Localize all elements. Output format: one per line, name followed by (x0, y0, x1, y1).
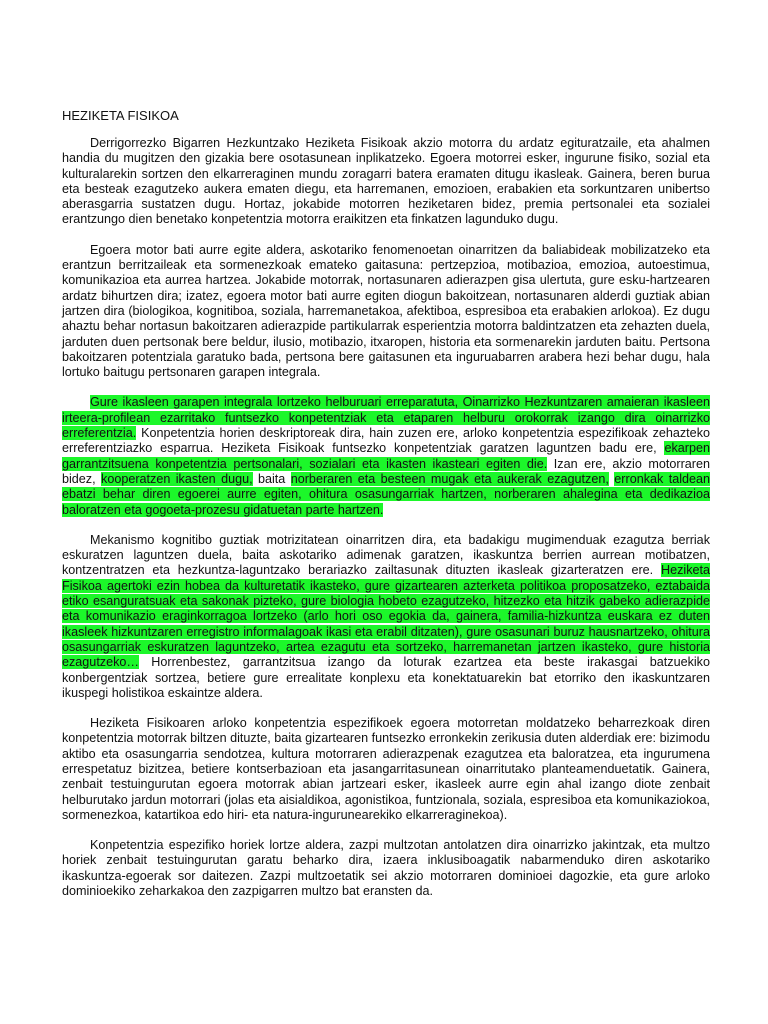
paragraph-2 (62, 243, 710, 381)
paragraph-3 (62, 395, 710, 517)
paragraph-text: Derrigorrezko Bigarren Hezkuntzako Heziketa Fisikoak akzio motorra du ardatz egituratzaile, eta ahalmen handia du mugitzen den gizakia bere osotasunean inplikatzeko. Egoera motorrei esker, ingurune fisiko, sozial eta kulturalarekin sortzen den elkarreraginen mundu zoragarri batera eramaten ditugu ikasleak. Gainera, beren burua eta besteak ezagutzeko aukera ematen diegu, eta harremanen, emozioen, erabakien eta sorkuntzaren unibertso aberasgarria sustatzen dugu. Hortaz, jokabide motorren heziketaren bidez, premia pertsonalei eta sozialei erantzungo dien benetako konpetentzia motorra eraikitzen eta finkatzen lagunduko dugu. (62, 136, 710, 227)
paragraph-5 (62, 716, 710, 823)
highlighted-text: Heziketa Fisikoa agertoki ezin hobea da kulturetatik ikasteko, gure gizartearen azterketa politikoa proposatzeko, eztabaida etiko esanguratsuak eta sakonak pizteko, gure biologia hobeto ezagutzeko, hitzezko eta hitzik gabeko adierazpide eta komunikazio eraginkorragoa lortzeko (arlo hori oso egokia da, gainera, familia-hizkuntza euskara ez duten ikasleek hizkuntzaren erregistro informalagoak ikasi eta erabil ditzaten), gure osasunari buruz hausnartzeko, ohitura osasungarriak eskuratzen laguntzeko, artea ezagutu eta sortzeko, harremanetan jartzen ikasteko, gure historia ezagutzeko… (62, 563, 710, 670)
paragraph-text: Horrenbestez, garrantzitsua izango da loturak ezartzea eta beste irakasgai batzuekiko konbergentziak sortzea, betiere gure errealitate konplexu eta konektatuarekin bat etorriko den ikaskuntzaren ikuspegi holistikoa eskaintze aldera. (62, 655, 710, 700)
paragraph-text: baita (252, 471, 291, 486)
document-body (62, 136, 710, 899)
paragraph-6 (62, 838, 710, 899)
paragraph-text: Konpetentzia horien deskriptoreak dira, hain zuzen ere, arloko konpetentzia espezifikoak zehazteko erreferentziazko esparrua. Heziketa Fisikoak funtsezko konpetentziak garatzen laguntzen badu ere, (62, 426, 710, 456)
highlighted-text: erronkak taldean ebatzi behar diren egoerei aurre egiten, ohitura osasungarriak hartzen, norberaren ahalegina eta dedikazioa baloratzen eta gogoeta-prozesu gidatuetan parte hartzen. (62, 471, 711, 517)
highlighted-text: ekarpen garrantzitsuena konpetentzia pertsonalari, sozialari eta ikasten ikasteari egiten die. (62, 441, 710, 471)
paragraph-text: Heziketa Fisikoaren arloko konpetentzia espezifikoek egoera motorretan moldatzeko beharrezkoak diren konpetentzia motorrak biltzen dituzte, baita gizartearen funtsezko erronkekin zerikusia duten alderdiak ere: bizimodu aktibo eta osasungarria sendotzea, kultura motorraren adierazpenak ezagutzea eta baloratzea, eta ingurumena errespetatuz bizitzea, betiere kontserbazioan eta jasangarritasunean oinarritutako planteamenduetatik. Gainera, zenbait testuingurutan egoera motorrak abian jartzeari esker, ikasleek aurre egin ahal izango diote zenbait helburutako jardun motorrari (jolas eta aisialdikoa, agonistikoa, funtzionala, soziala, espresiboa eta komunikaziokoa, sormenezkoa, katartikoa edo hiri- eta natura-ingurunearekiko elkarreraginekoa). (62, 716, 710, 822)
paragraph-1 (62, 136, 710, 228)
highlighted-text: kooperatzen ikasten dugu, (101, 471, 253, 486)
highlighted-text: norberaren eta besteen mugak eta aukerak ezagutzen, (290, 471, 609, 486)
document-title: HEZIKETA FISIKOA (62, 108, 179, 123)
highlighted-text: Gure ikasleen garapen integrala lortzeko helburuari erreparatuta, Oinarrizko Hezkuntzaren amaieran ikasleen irteera-profilean ezarritako funtsezko konpetentziak eta etaparen helburu orokorrak izango dira oinarrizko erreferentzia. (62, 395, 710, 441)
paragraph-text: Konpetentzia espezifiko horiek lortze aldera, zazpi multzotan antolatzen dira oinarrizko jakintzak, eta multzo horiek zenbait testuingurutan garatu beharko dira, izaera inklusiboagatik nabarmenduko diren askotariko ikaskuntza-egoerak sor daitezen. Zazpi multzoetatik sei akzio motorraren dominioei dagozkie, eta gure arloko dominioekiko zeharkakoa den zazpigarren multzo bat eransten da. (62, 838, 710, 899)
paragraph-text: Izan ere, akzio motorraren bidez, (62, 456, 710, 486)
paragraph-text: Mekanismo kognitibo guztiak motrizitatean oinarritzen dira, eta badakigu mugimenduak ezagutza berriak eskuratzen laguntzen duela, baita askotariko adimenak garatzen, ikaskuntza berrien aurrean motibatzen, kontzentratzen eta hezkuntza-laguntzako berariazko zailtasunak dituzten ikasleak gizarteratzen ere. (62, 532, 710, 578)
paragraph-4 (62, 533, 710, 701)
paragraph-text: Egoera motor bati aurre egite aldera, askotariko fenomenoetan oinarritzen da baliabideak mobilizatzeko eta erantzun berritzaileak eta sormenezkoak emateko gaitasuna: pertzepzioa, motibazioa, emozioa, autoestimua, komunikazioa eta aurrea hartzea. Jokabide motorrak, nortasunaren adierazpen gisa ulertuta, gure esku-hartzearen ardatz bihurtzen dira; izatez, egoera motor bati aurre egiten diogun bakoitzean, nortasunaren alderdi guztiak abian jartzen dira (biologikoa, kognitiboa, soziala, harremanetakoa, afektiboa, espresiboa eta erabakien arlokoa). Ez dugu ahaztu behar nortasun bakoitzaren adierazpide partikularrak esperientzia motorra baldintzatzen eta zehazten duela, jarduten duen pertsonak bere beldur, ilusio, motibazio, itxaropen, historia eta sormenarekin jarduten baitu. Pertsona bakoitzaren potentziala garatuko bada, pertsona bere gaitasunen eta inguruabarren arabera hezi behar dugu, hala lortuko baitugu pertsonaren garapen integrala. (62, 242, 710, 380)
